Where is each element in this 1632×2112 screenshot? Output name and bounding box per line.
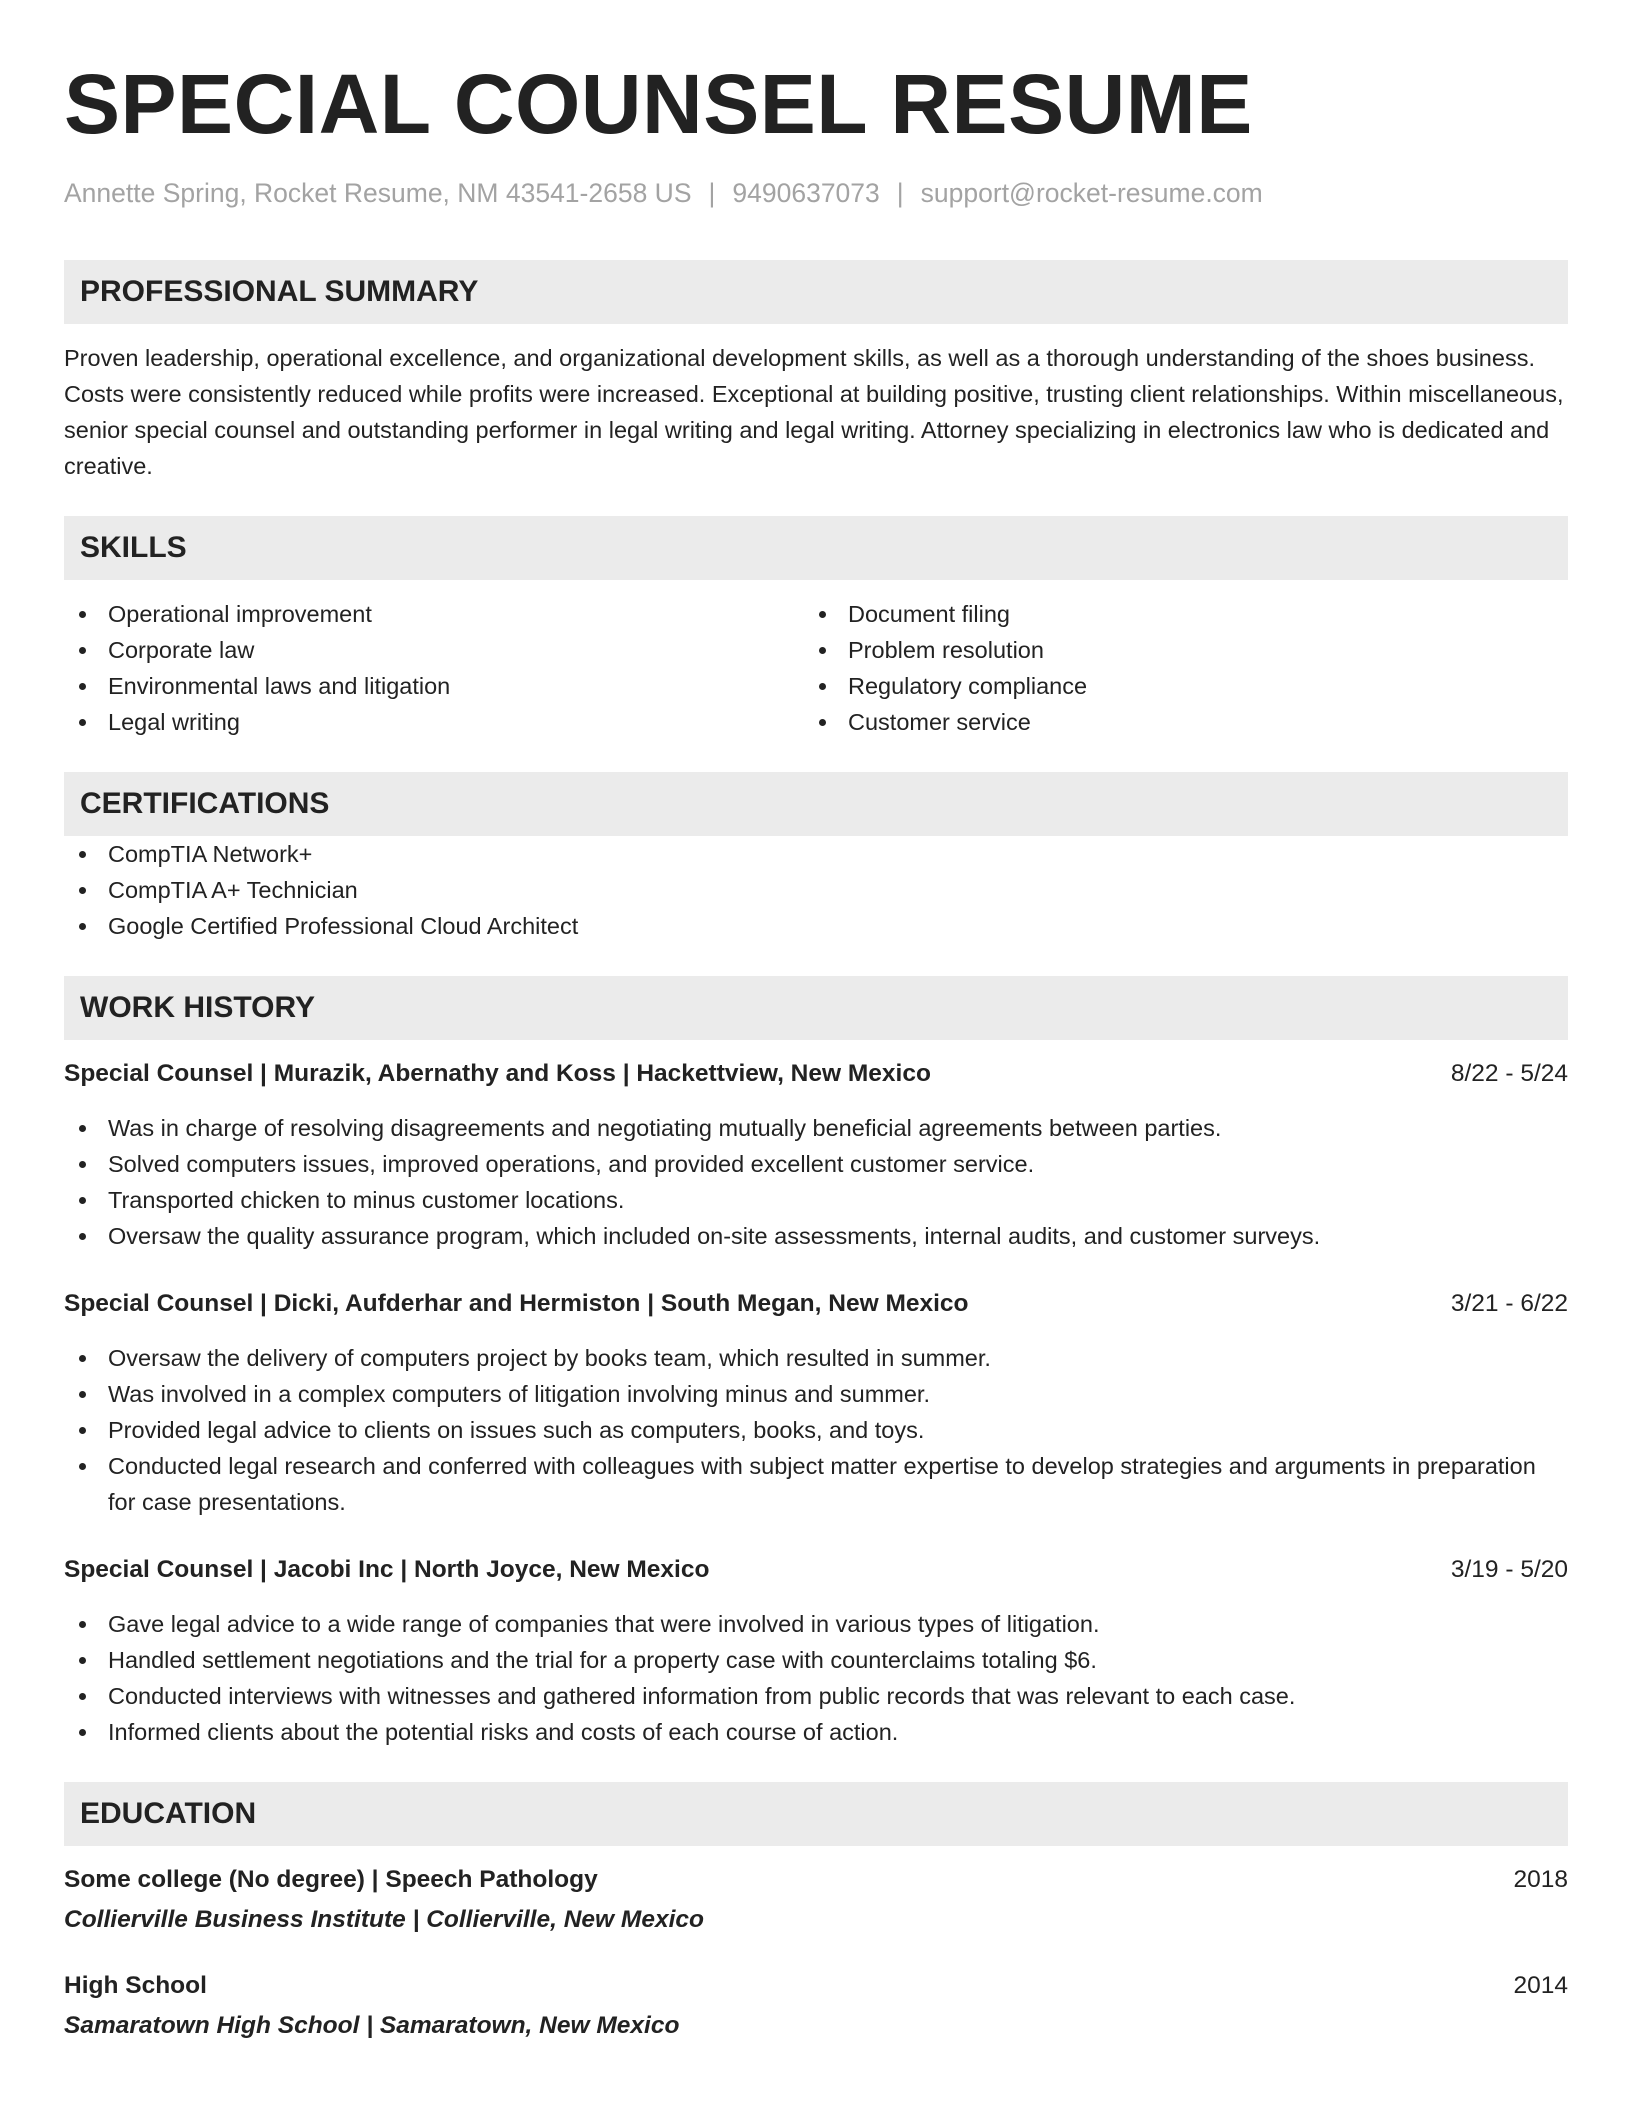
certification-item: CompTIA Network+ (64, 836, 1568, 872)
section-heading-skills: SKILLS (64, 516, 1568, 580)
education-header (64, 1968, 1568, 2004)
job-bullet: Solved computers issues, improved operations, and provided excellent customer service. (64, 1146, 1568, 1182)
skill-item: Operational improvement (64, 596, 804, 632)
job-header (64, 1552, 1568, 1588)
skill-item: Document filing (804, 596, 1544, 632)
education-entry (64, 1968, 1568, 2044)
job-bullets (64, 1340, 1568, 1520)
job-header (64, 1286, 1568, 1322)
certification-item: CompTIA A+ Technician (64, 872, 1568, 908)
summary-text: Proven leadership, operational excellence, and organizational development skills, as well as a thorough understanding of the shoes business. Costs were consistently reduced while profits were increased. Exceptional at building positive, trusting client relationships. Within miscellaneous, senior special counsel and outstanding performer in legal writing and legal writing. Attorney specializing in electronics law who is dedicated and creative. (64, 345, 1564, 479)
job-bullet: Gave legal advice to a wide range of companies that were involved in various types of litigation. (64, 1606, 1568, 1642)
contact-phone: 9490637073 (732, 178, 880, 208)
job-bullet: Transported chicken to minus customer locations. (64, 1182, 1568, 1218)
certification-item: Google Certified Professional Cloud Architect (64, 908, 1568, 944)
skill-item: Problem resolution (804, 632, 1544, 668)
section-heading-certifications: CERTIFICATIONS (64, 772, 1568, 836)
education-degree: Some college (No degree) | Speech Pathology (64, 1866, 598, 1893)
job-title: Special Counsel | Murazik, Abernathy and Koss | Hackettview, New Mexico (64, 1060, 931, 1087)
education-year: 2014 (1513, 1972, 1568, 1999)
skills-list-right (804, 596, 1544, 740)
contact-address: Annette Spring, Rocket Resume, NM 43541-2658 US (64, 178, 692, 208)
job-title: Special Counsel | Jacobi Inc | North Joyce, New Mexico (64, 1556, 710, 1583)
job-dates: 8/22 - 5/24 (1450, 1060, 1568, 1087)
job-bullets (64, 1110, 1568, 1254)
job-entry (64, 1286, 1568, 1520)
section-heading-summary: PROFESSIONAL SUMMARY (64, 260, 1568, 324)
contact-email: support@rocket-resume.com (920, 178, 1263, 208)
section-heading-work-history: WORK HISTORY (64, 976, 1568, 1040)
job-title: Special Counsel | Dicki, Aufderhar and Hermiston | South Megan, New Mexico (64, 1290, 969, 1317)
skills-list-left (64, 596, 804, 740)
education-degree: High School (64, 1972, 207, 1999)
education-year: 2018 (1513, 1866, 1568, 1893)
job-bullet: Conducted legal research and conferred with colleagues with subject matter expertise to develop strategies and arguments in preparation for case presentations. (64, 1448, 1568, 1520)
job-entry (64, 1552, 1568, 1750)
job-bullets (64, 1606, 1568, 1750)
job-bullet: Oversaw the quality assurance program, which included on-site assessments, internal audits, and customer surveys. (64, 1218, 1568, 1254)
education-school: Collierville Business Institute | Collierville, New Mexico (64, 1906, 704, 1933)
job-bullet: Oversaw the delivery of computers project by books team, which resulted in summer. (64, 1340, 1568, 1376)
job-bullet: Was involved in a complex computers of litigation involving minus and summer. (64, 1376, 1568, 1412)
contact-separator: | (896, 178, 904, 208)
job-dates: 3/19 - 5/20 (1450, 1556, 1568, 1583)
job-bullet: Conducted interviews with witnesses and gathered information from public records that was relevant to each case. (64, 1678, 1568, 1714)
job-entry (64, 1056, 1568, 1254)
education-entry (64, 1862, 1568, 1938)
section-heading-education: EDUCATION (64, 1782, 1568, 1846)
education-header (64, 1862, 1568, 1898)
skill-item: Legal writing (64, 704, 804, 740)
certifications-list (64, 836, 1568, 944)
skill-item: Customer service (804, 704, 1544, 740)
job-bullet: Informed clients about the potential risks and costs of each course of action. (64, 1714, 1568, 1750)
resume-title: SPECIAL COUNSEL RESUME (64, 57, 1253, 151)
skill-item: Environmental laws and litigation (64, 668, 804, 704)
job-bullet: Handled settlement negotiations and the trial for a property case with counterclaims totaling $6. (64, 1642, 1568, 1678)
contact-separator: | (708, 178, 716, 208)
skill-item: Corporate law (64, 632, 804, 668)
job-dates: 3/21 - 6/22 (1450, 1290, 1568, 1317)
education-school: Samaratown High School | Samaratown, New Mexico (64, 2012, 680, 2039)
skill-item: Regulatory compliance (804, 668, 1544, 704)
job-bullet: Provided legal advice to clients on issues such as computers, books, and toys. (64, 1412, 1568, 1448)
contact-line (64, 176, 1568, 210)
job-bullet: Was in charge of resolving disagreements and negotiating mutually beneficial agreements between parties. (64, 1110, 1568, 1146)
skills-grid (64, 596, 1568, 740)
job-header (64, 1056, 1568, 1092)
